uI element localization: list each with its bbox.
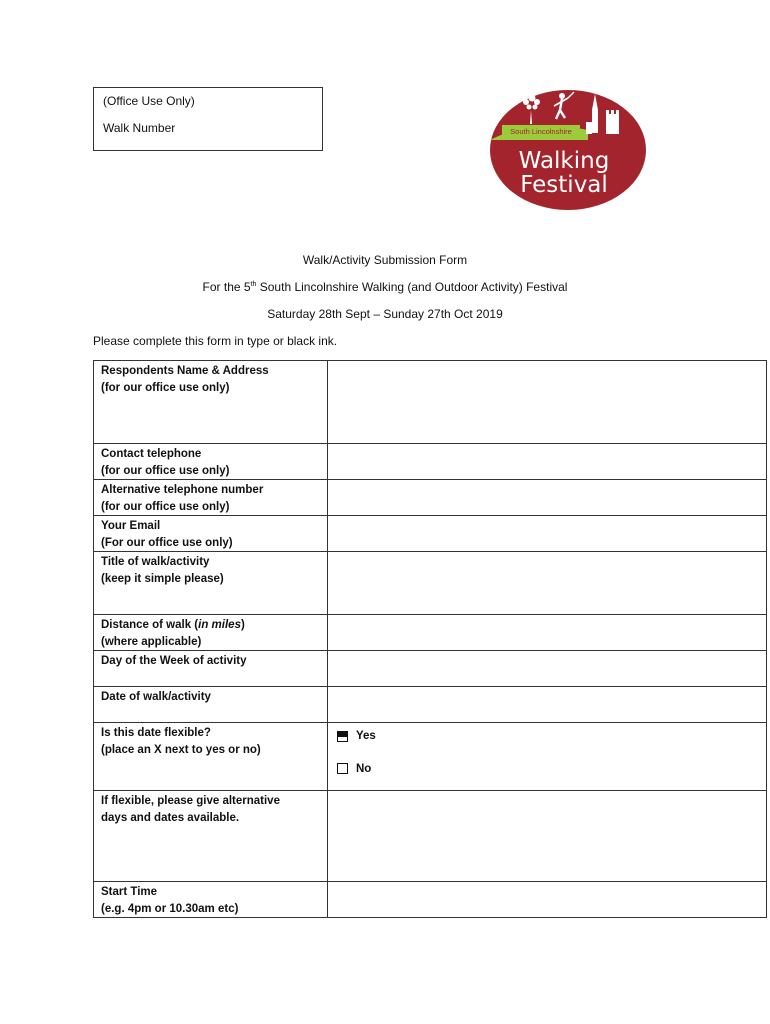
office-use-label: (Office Use Only) (103, 94, 195, 108)
office-use-box (93, 87, 323, 151)
field-email[interactable] (328, 516, 767, 552)
table-row (94, 480, 767, 516)
label-distance: Distance of walk (in miles) (where applicable) (94, 615, 328, 651)
label-start-time: Start Time (e.g. 4pm or 10.30am etc) (94, 882, 328, 918)
yes-label: Yes (356, 730, 376, 742)
field-contact-telephone[interactable] (328, 444, 767, 480)
label-date-flexible: Is this date flexible? (place an X next to yes or no) (94, 723, 328, 791)
label-contact-telephone: Contact telephone (for our office use only) (94, 444, 328, 480)
no-checkbox[interactable] (337, 763, 348, 774)
table-row (94, 882, 767, 918)
label-walk-title: Title of walk/activity (keep it simple please) (94, 552, 328, 615)
field-start-time[interactable] (328, 882, 767, 918)
field-date-flexible (328, 723, 767, 791)
no-option[interactable] (335, 761, 759, 778)
logo-banner-text: South Lincolnshire (510, 127, 572, 136)
field-alt-telephone[interactable] (328, 480, 767, 516)
no-label: No (356, 762, 372, 775)
table-row (94, 687, 767, 723)
field-distance[interactable] (328, 615, 767, 651)
label-respondent-name: Respondents Name & Address (for our office use only) (94, 361, 328, 444)
field-walk-title[interactable] (328, 552, 767, 615)
field-day-of-week[interactable] (328, 651, 767, 687)
label-alternative-days: If flexible, please give alternative days and dates available. (94, 791, 328, 882)
festival-dates: Saturday 28th Sept – Sunday 27th Oct 2019 (267, 307, 503, 321)
table-row (94, 361, 767, 444)
field-respondent-name[interactable] (328, 361, 767, 444)
walk-number-label: Walk Number (103, 121, 176, 135)
table-row (94, 552, 767, 615)
table-row (94, 723, 767, 791)
table-row (94, 516, 767, 552)
yes-checkbox[interactable] (337, 731, 348, 742)
table-row (94, 791, 767, 882)
logo-word-walking: Walking (518, 148, 610, 174)
label-email: Your Email (For our office use only) (94, 516, 328, 552)
field-alternative-days[interactable] (328, 791, 767, 882)
table-row (94, 444, 767, 480)
label-date: Date of walk/activity (94, 687, 328, 723)
submission-form-table (93, 360, 767, 918)
form-subtitle: For the 5th South Lincolnshire Walking (and Outdoor Activity) Festival (202, 280, 568, 294)
label-day-of-week: Day of the Week of activity (94, 651, 328, 687)
instructions-text: Please complete this form in type or black ink. (93, 334, 338, 348)
form-title: Walk/Activity Submission Form (302, 253, 468, 267)
table-row (94, 615, 767, 651)
walking-festival-logo (488, 88, 648, 212)
label-alt-telephone: Alternative telephone number (for our office use only) (94, 480, 328, 516)
yes-option[interactable] (335, 728, 759, 745)
logo-word-festival: Festival (520, 172, 608, 198)
field-date[interactable] (328, 687, 767, 723)
table-row (94, 651, 767, 687)
